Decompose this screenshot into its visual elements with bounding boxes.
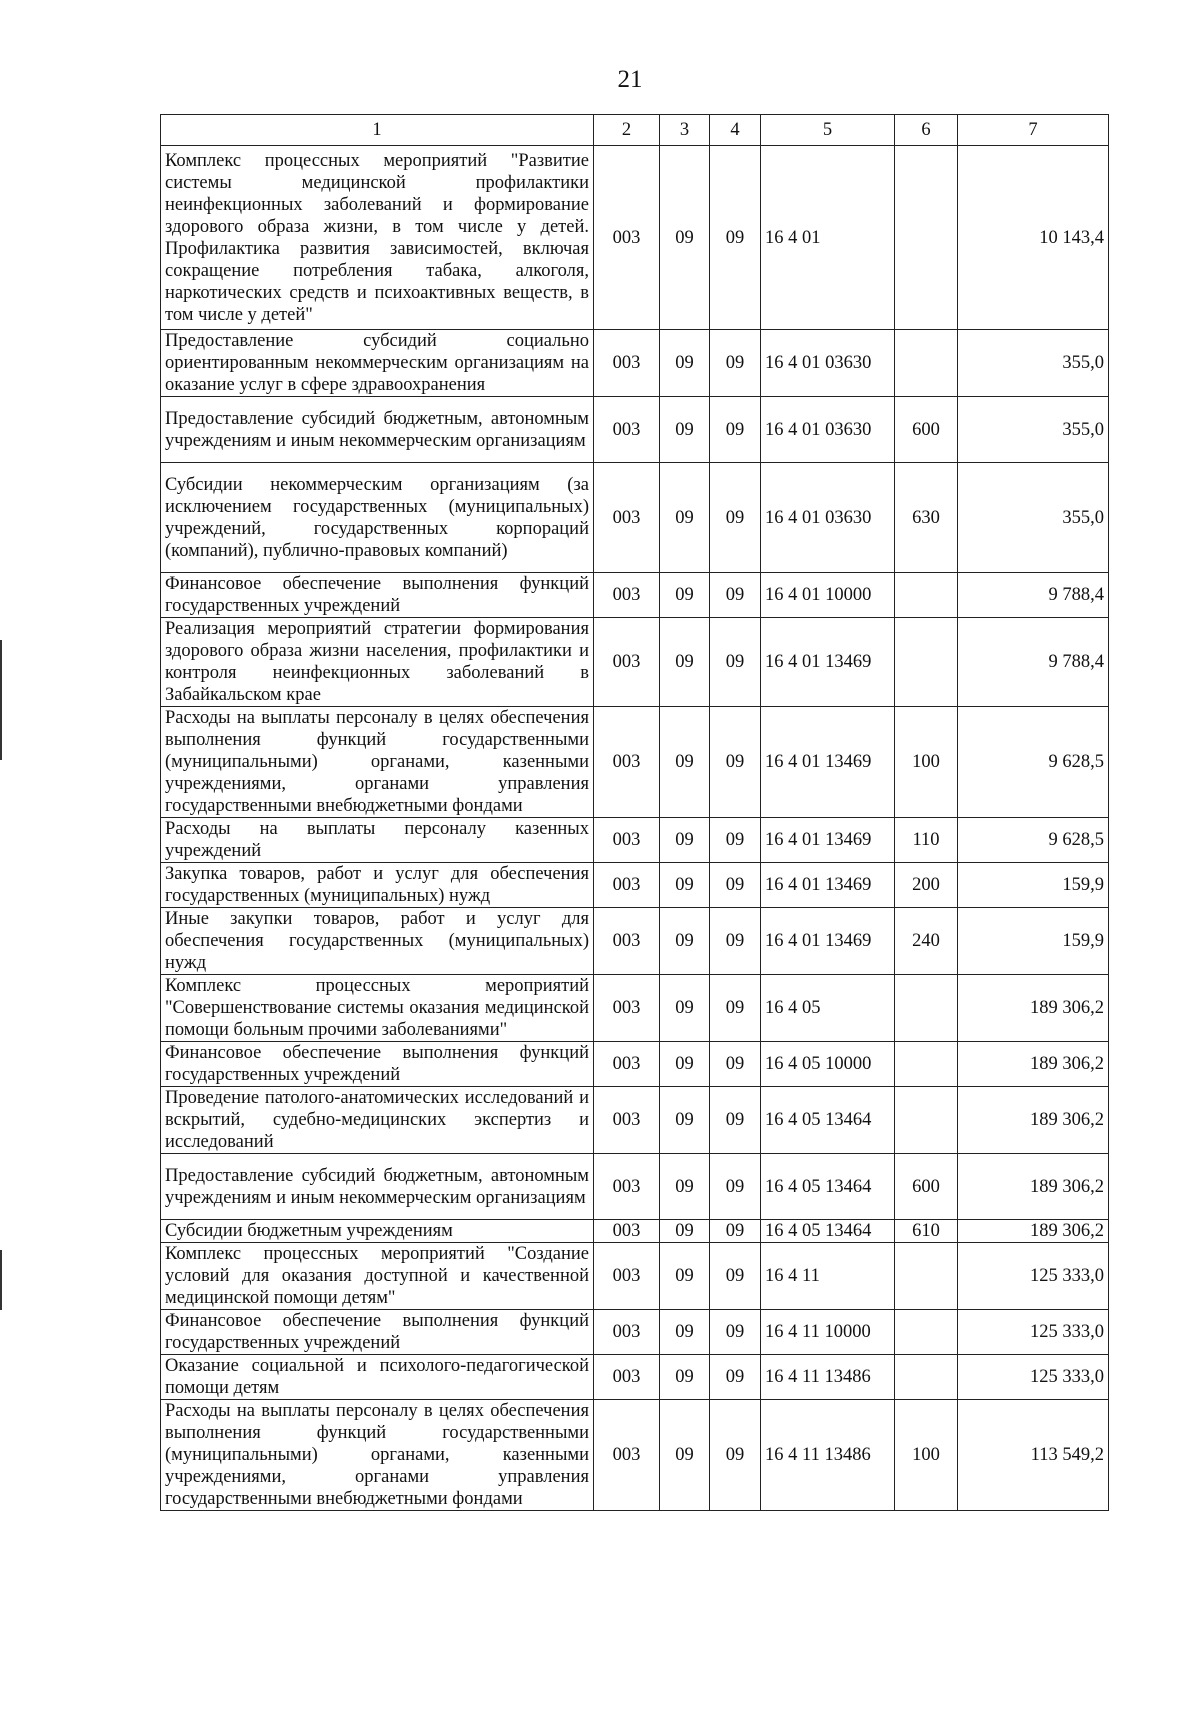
- section-code: 09: [660, 863, 710, 908]
- target-article-code: 16 4 01 13469: [761, 908, 895, 975]
- row-description: Реализация мероприятий стратегии формирования здорового образа жизни населения, профилактики и контроля неинфекционных заболеваний в Забайкальском крае: [161, 618, 594, 707]
- section-code: 09: [660, 1355, 710, 1400]
- row-description: Финансовое обеспечение выполнения функций государственных учреждений: [161, 1310, 594, 1355]
- ministry-code: 003: [594, 863, 660, 908]
- target-article-code: 16 4 01 10000: [761, 573, 895, 618]
- column-header: 1: [161, 115, 594, 146]
- section-code: 09: [660, 908, 710, 975]
- column-header: 4: [710, 115, 761, 146]
- column-header: 7: [958, 115, 1109, 146]
- row-description: Финансовое обеспечение выполнения функций государственных учреждений: [161, 573, 594, 618]
- table-row: [161, 397, 1109, 463]
- section-code: 09: [660, 1400, 710, 1511]
- row-description: Финансовое обеспечение выполнения функций государственных учреждений: [161, 1042, 594, 1087]
- table-body: [161, 146, 1109, 1511]
- ministry-code: 003: [594, 1355, 660, 1400]
- amount-value: 189 306,2: [958, 1220, 1109, 1243]
- expense-type-code: [895, 1355, 958, 1400]
- table-row: [161, 863, 1109, 908]
- row-description: Предоставление субсидий бюджетным, автономным учреждениям и иным некоммерческим организациям: [161, 1154, 594, 1220]
- target-article-code: 16 4 01 13469: [761, 707, 895, 818]
- target-article-code: 16 4 05 13464: [761, 1154, 895, 1220]
- amount-value: 189 306,2: [958, 1042, 1109, 1087]
- amount-value: 9 788,4: [958, 618, 1109, 707]
- ministry-code: 003: [594, 818, 660, 863]
- expense-type-code: [895, 573, 958, 618]
- page-number: 21: [617, 66, 643, 93]
- amount-value: 355,0: [958, 330, 1109, 397]
- section-code: 09: [660, 397, 710, 463]
- subsection-code: 09: [710, 863, 761, 908]
- expense-type-code: 100: [895, 707, 958, 818]
- ministry-code: 003: [594, 1243, 660, 1310]
- subsection-code: 09: [710, 1087, 761, 1154]
- section-code: 09: [660, 1310, 710, 1355]
- section-code: 09: [660, 818, 710, 863]
- table-row: [161, 975, 1109, 1042]
- row-description: Оказание социальной и психолого-педагогической помощи детям: [161, 1355, 594, 1400]
- target-article-code: 16 4 01 13469: [761, 618, 895, 707]
- table-row: [161, 1154, 1109, 1220]
- ministry-code: 003: [594, 1220, 660, 1243]
- expense-type-code: [895, 618, 958, 707]
- ministry-code: 003: [594, 1400, 660, 1511]
- subsection-code: 09: [710, 397, 761, 463]
- expense-type-code: 610: [895, 1220, 958, 1243]
- expense-type-code: [895, 1042, 958, 1087]
- subsection-code: 09: [710, 1400, 761, 1511]
- row-description: Расходы на выплаты персоналу в целях обеспечения выполнения функций государственными (муниципальными) органами, казенными учреждениями, органами управления государственными внебюджетными фондами: [161, 1400, 594, 1511]
- ministry-code: 003: [594, 463, 660, 573]
- subsection-code: 09: [710, 1042, 761, 1087]
- subsection-code: 09: [710, 975, 761, 1042]
- section-code: 09: [660, 707, 710, 818]
- subsection-code: 09: [710, 818, 761, 863]
- ministry-code: 003: [594, 1310, 660, 1355]
- subsection-code: 09: [710, 463, 761, 573]
- scan-edge-mark: [0, 640, 2, 760]
- target-article-code: 16 4 11: [761, 1243, 895, 1310]
- amount-value: 189 306,2: [958, 1087, 1109, 1154]
- table-row: [161, 1310, 1109, 1355]
- section-code: 09: [660, 1220, 710, 1243]
- scan-edge-mark: [0, 1250, 2, 1310]
- ministry-code: 003: [594, 1042, 660, 1087]
- table-row: [161, 1243, 1109, 1310]
- section-code: 09: [660, 1243, 710, 1310]
- amount-value: 125 333,0: [958, 1355, 1109, 1400]
- ministry-code: 003: [594, 618, 660, 707]
- table-row: [161, 1220, 1109, 1243]
- amount-value: 125 333,0: [958, 1243, 1109, 1310]
- amount-value: 189 306,2: [958, 1154, 1109, 1220]
- table-row: [161, 330, 1109, 397]
- row-description: Комплекс процессных мероприятий "Совершенствование системы оказания медицинской помощи больным прочими заболеваниями": [161, 975, 594, 1042]
- row-description: Иные закупки товаров, работ и услуг для обеспечения государственных (муниципальных) нужд: [161, 908, 594, 975]
- section-code: 09: [660, 1154, 710, 1220]
- subsection-code: 09: [710, 908, 761, 975]
- section-code: 09: [660, 1087, 710, 1154]
- target-article-code: 16 4 05 13464: [761, 1220, 895, 1243]
- row-description: Расходы на выплаты персоналу казенных учреждений: [161, 818, 594, 863]
- amount-value: 9 628,5: [958, 707, 1109, 818]
- row-description: Предоставление субсидий бюджетным, автономным учреждениям и иным некоммерческим организациям: [161, 397, 594, 463]
- amount-value: 125 333,0: [958, 1310, 1109, 1355]
- amount-value: 189 306,2: [958, 975, 1109, 1042]
- row-description: Комплекс процессных мероприятий "Развитие системы медицинской профилактики неинфекционных заболеваний и формирование здорового образа жизни, в том числе у детей. Профилактика развития зависимостей, включая сокращение потребления табака, алкоголя, наркотических средств и психоактивных веществ, в том числе у детей": [161, 146, 594, 330]
- column-header: 6: [895, 115, 958, 146]
- header-row: [161, 115, 1109, 146]
- target-article-code: 16 4 01 03630: [761, 330, 895, 397]
- section-code: 09: [660, 146, 710, 330]
- ministry-code: 003: [594, 330, 660, 397]
- subsection-code: 09: [710, 618, 761, 707]
- section-code: 09: [660, 975, 710, 1042]
- ministry-code: 003: [594, 908, 660, 975]
- column-header: 5: [761, 115, 895, 146]
- row-description: Субсидии бюджетным учреждениям: [161, 1220, 594, 1243]
- subsection-code: 09: [710, 1310, 761, 1355]
- table-row: [161, 818, 1109, 863]
- subsection-code: 09: [710, 1243, 761, 1310]
- section-code: 09: [660, 618, 710, 707]
- target-article-code: 16 4 01 13469: [761, 818, 895, 863]
- amount-value: 9 788,4: [958, 573, 1109, 618]
- expense-type-code: [895, 330, 958, 397]
- expense-type-code: [895, 1087, 958, 1154]
- row-description: Субсидии некоммерческим организациям (за исключением государственных (муниципальных) учреждений, государственных корпораций (компаний), публично-правовых компаний): [161, 463, 594, 573]
- expense-type-code: 600: [895, 397, 958, 463]
- expense-type-code: 240: [895, 908, 958, 975]
- column-header: 2: [594, 115, 660, 146]
- subsection-code: 09: [710, 1355, 761, 1400]
- subsection-code: 09: [710, 707, 761, 818]
- table-row: [161, 1087, 1109, 1154]
- section-code: 09: [660, 1042, 710, 1087]
- budget-table: [160, 114, 1109, 1511]
- column-header: 3: [660, 115, 710, 146]
- target-article-code: 16 4 01 03630: [761, 397, 895, 463]
- subsection-code: 09: [710, 330, 761, 397]
- row-description: Предоставление субсидий социально ориентированным некоммерческим организациям на оказание услуг в сфере здравоохранения: [161, 330, 594, 397]
- amount-value: 355,0: [958, 463, 1109, 573]
- table-row: [161, 707, 1109, 818]
- section-code: 09: [660, 463, 710, 573]
- expense-type-code: [895, 975, 958, 1042]
- subsection-code: 09: [710, 1154, 761, 1220]
- expense-type-code: 100: [895, 1400, 958, 1511]
- row-description: Расходы на выплаты персоналу в целях обеспечения выполнения функций государственными (муниципальными) органами, казенными учреждениями, органами управления государственными внебюджетными фондами: [161, 707, 594, 818]
- expense-type-code: 200: [895, 863, 958, 908]
- target-article-code: 16 4 11 13486: [761, 1355, 895, 1400]
- expense-type-code: 600: [895, 1154, 958, 1220]
- row-description: Закупка товаров, работ и услуг для обеспечения государственных (муниципальных) нужд: [161, 863, 594, 908]
- amount-value: 113 549,2: [958, 1400, 1109, 1511]
- target-article-code: 16 4 01 03630: [761, 463, 895, 573]
- target-article-code: 16 4 01: [761, 146, 895, 330]
- amount-value: 355,0: [958, 397, 1109, 463]
- section-code: 09: [660, 573, 710, 618]
- ministry-code: 003: [594, 146, 660, 330]
- amount-value: 159,9: [958, 863, 1109, 908]
- expense-type-code: 630: [895, 463, 958, 573]
- subsection-code: 09: [710, 1220, 761, 1243]
- target-article-code: 16 4 05 10000: [761, 1042, 895, 1087]
- ministry-code: 003: [594, 975, 660, 1042]
- table-row: [161, 146, 1109, 330]
- table-row: [161, 573, 1109, 618]
- ministry-code: 003: [594, 707, 660, 818]
- table-row: [161, 1355, 1109, 1400]
- ministry-code: 003: [594, 397, 660, 463]
- amount-value: 9 628,5: [958, 818, 1109, 863]
- expense-type-code: [895, 1243, 958, 1310]
- table-row: [161, 908, 1109, 975]
- subsection-code: 09: [710, 573, 761, 618]
- expense-type-code: [895, 1310, 958, 1355]
- table-row: [161, 463, 1109, 573]
- target-article-code: 16 4 05: [761, 975, 895, 1042]
- row-description: Проведение патолого-анатомических исследований и вскрытий, судебно-медицинских экспертиз и исследований: [161, 1087, 594, 1154]
- amount-value: 159,9: [958, 908, 1109, 975]
- row-description: Комплекс процессных мероприятий "Создание условий для оказания доступной и качественной медицинской помощи детям": [161, 1243, 594, 1310]
- subsection-code: 09: [710, 146, 761, 330]
- table-row: [161, 1042, 1109, 1087]
- target-article-code: 16 4 01 13469: [761, 863, 895, 908]
- ministry-code: 003: [594, 1154, 660, 1220]
- amount-value: 10 143,4: [958, 146, 1109, 330]
- ministry-code: 003: [594, 1087, 660, 1154]
- target-article-code: 16 4 11 13486: [761, 1400, 895, 1511]
- expense-type-code: [895, 146, 958, 330]
- target-article-code: 16 4 11 10000: [761, 1310, 895, 1355]
- target-article-code: 16 4 05 13464: [761, 1087, 895, 1154]
- section-code: 09: [660, 330, 710, 397]
- expense-type-code: 110: [895, 818, 958, 863]
- table-row: [161, 1400, 1109, 1511]
- table-row: [161, 618, 1109, 707]
- ministry-code: 003: [594, 573, 660, 618]
